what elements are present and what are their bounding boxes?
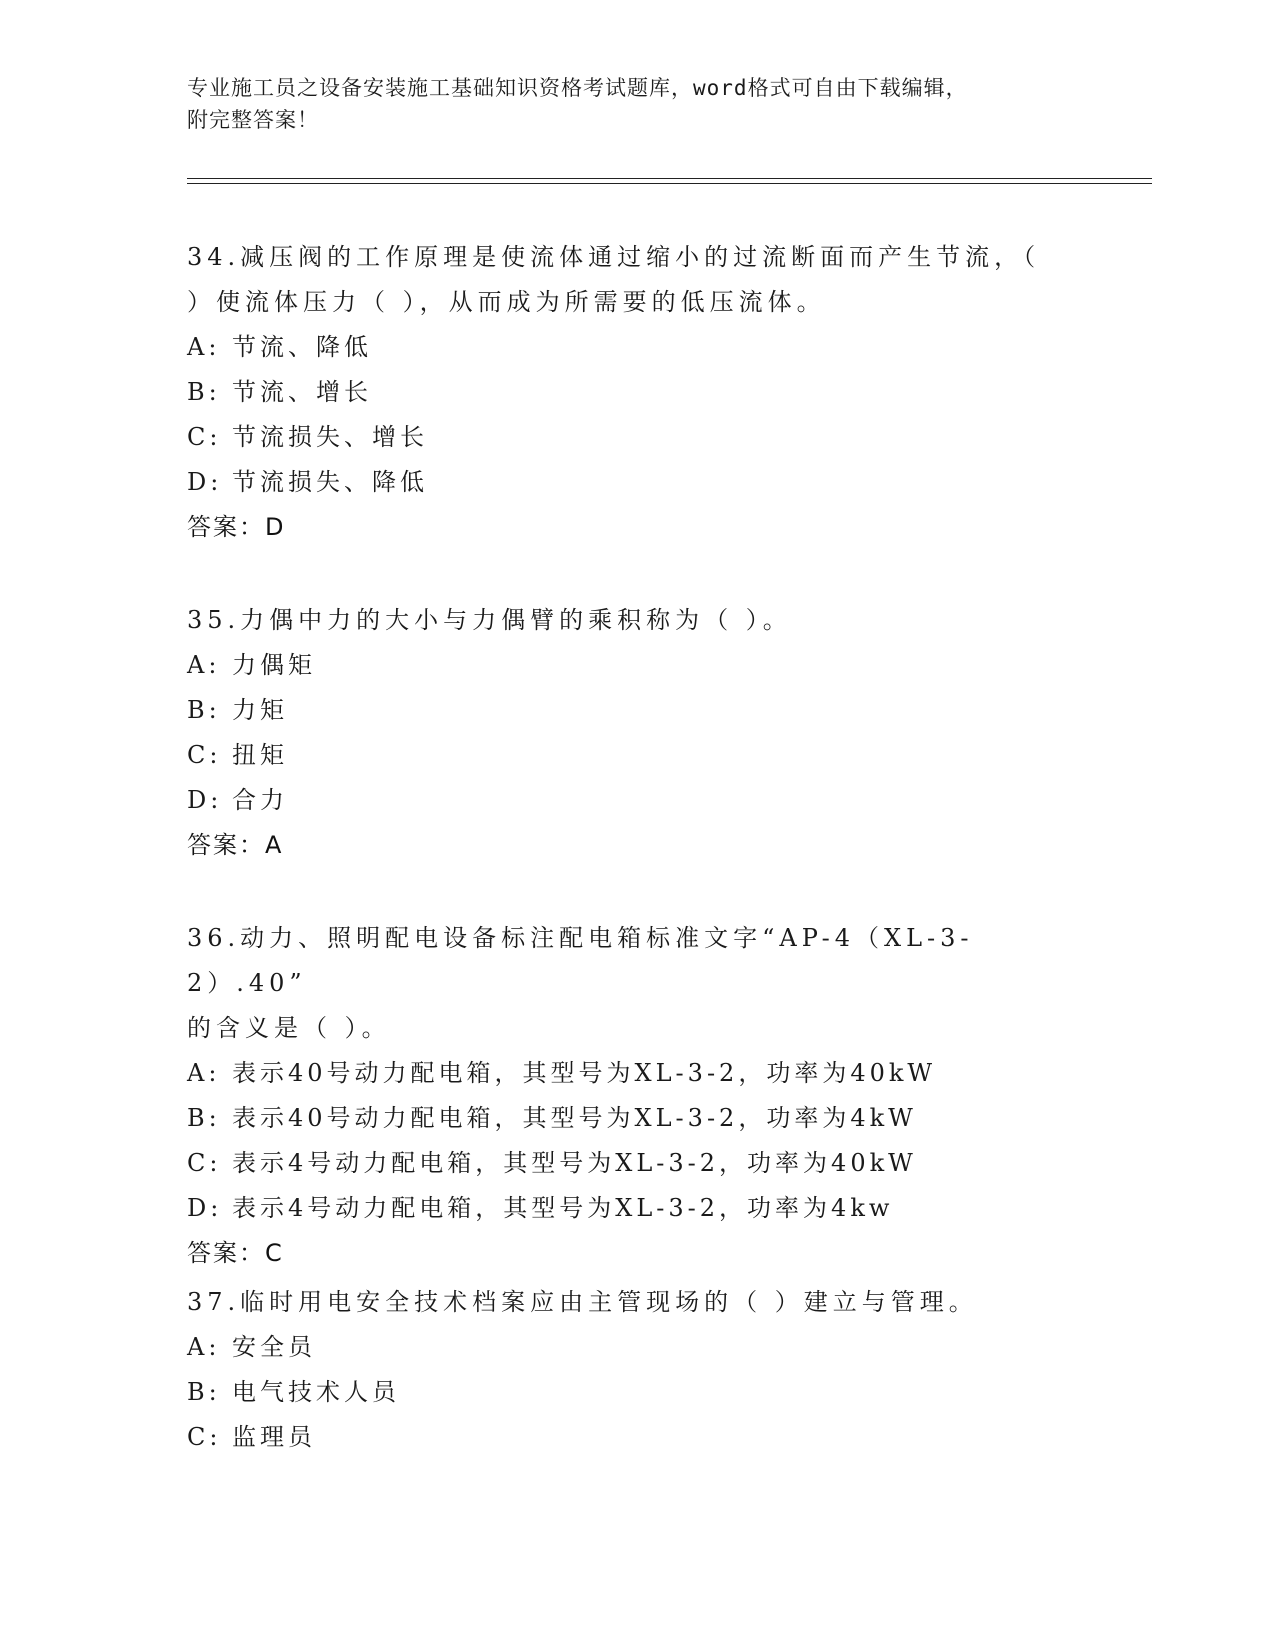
option-key: A: [187,1333,221,1361]
option-c [187,1415,1067,1460]
option-text: 节流、增长 [232,378,372,406]
question-text-line-1: 36.动力、照明配电设备标注配电箱标准文字“AP-4（XL-3-2）.40” [187,924,974,997]
answer-line: 答案：A [187,831,284,859]
option-text: 力偶矩 [232,651,316,679]
option-b [187,1370,1067,1415]
header-line-1: 专业施工员之设备安装施工基础知识资格考试题库，word格式可自由下载编辑， [187,76,968,100]
option-c [187,733,1067,778]
option-key: B: [187,1378,221,1406]
option-key: C: [187,1149,222,1177]
option-text: 表示4号动力配电箱，其型号为XL-3-2，功率为4kw [232,1194,894,1222]
option-key: B: [187,1104,221,1132]
option-text: 监理员 [232,1423,316,1451]
option-b [187,688,1067,733]
option-b [187,370,1067,415]
option-text: 合力 [232,786,288,814]
option-text: 表示40号动力配电箱，其型号为XL-3-2，功率为4kW [232,1104,917,1132]
option-key: A: [187,1059,221,1087]
header-divider-bottom [187,183,1152,184]
option-c [187,415,1067,460]
option-key: A: [187,333,221,361]
question-35 [187,598,1067,868]
option-a [187,1051,1067,1096]
option-key: B: [187,378,221,406]
option-text: 节流损失、降低 [232,468,428,496]
option-c [187,1141,1067,1186]
option-text: 力矩 [232,696,288,724]
document-header [187,72,1067,136]
option-b [187,1096,1067,1141]
option-text: 扭矩 [232,741,288,769]
option-d [187,1186,1067,1231]
option-text: 电气技术人员 [232,1378,400,1406]
option-d [187,460,1067,505]
option-d [187,778,1067,823]
option-a [187,1325,1067,1370]
option-a [187,325,1067,370]
question-34 [187,235,1067,550]
question-36 [187,916,1067,1276]
option-text: 表示40号动力配电箱，其型号为XL-3-2，功率为40kW [232,1059,937,1087]
question-text-line-2: ）使流体压力（ ），从而成为所需要的低压流体。 [187,288,826,316]
option-text: 节流、降低 [232,333,372,361]
option-a [187,643,1067,688]
option-key: B: [187,696,221,724]
question-37 [187,1280,1067,1460]
option-text: 节流损失、增长 [232,423,428,451]
option-key: C: [187,1423,222,1451]
option-key: D: [187,1194,223,1222]
question-text-line-1: 37.临时用电安全技术档案应由主管现场的（ ）建立与管理。 [187,1288,978,1316]
question-text-line-1: 35.力偶中力的大小与力偶臂的乘积称为（ ）。 [187,606,792,634]
header-line-2: 附完整答案！ [187,108,319,132]
answer-line: 答案：C [187,1239,284,1267]
option-key: D: [187,786,223,814]
header-divider-top [187,178,1152,179]
option-text: 安全员 [232,1333,316,1361]
option-text: 表示4号动力配电箱，其型号为XL-3-2，功率为40kW [232,1149,917,1177]
question-text-line-2: 的含义是（ ）。 [187,1014,391,1042]
answer-line: 答案：D [187,513,286,541]
question-text-line-1: 34.减压阀的工作原理是使流体通过缩小的过流断面而产生节流，（ [187,243,1041,271]
option-key: A: [187,651,221,679]
option-key: C: [187,741,222,769]
option-key: C: [187,423,222,451]
option-key: D: [187,468,223,496]
